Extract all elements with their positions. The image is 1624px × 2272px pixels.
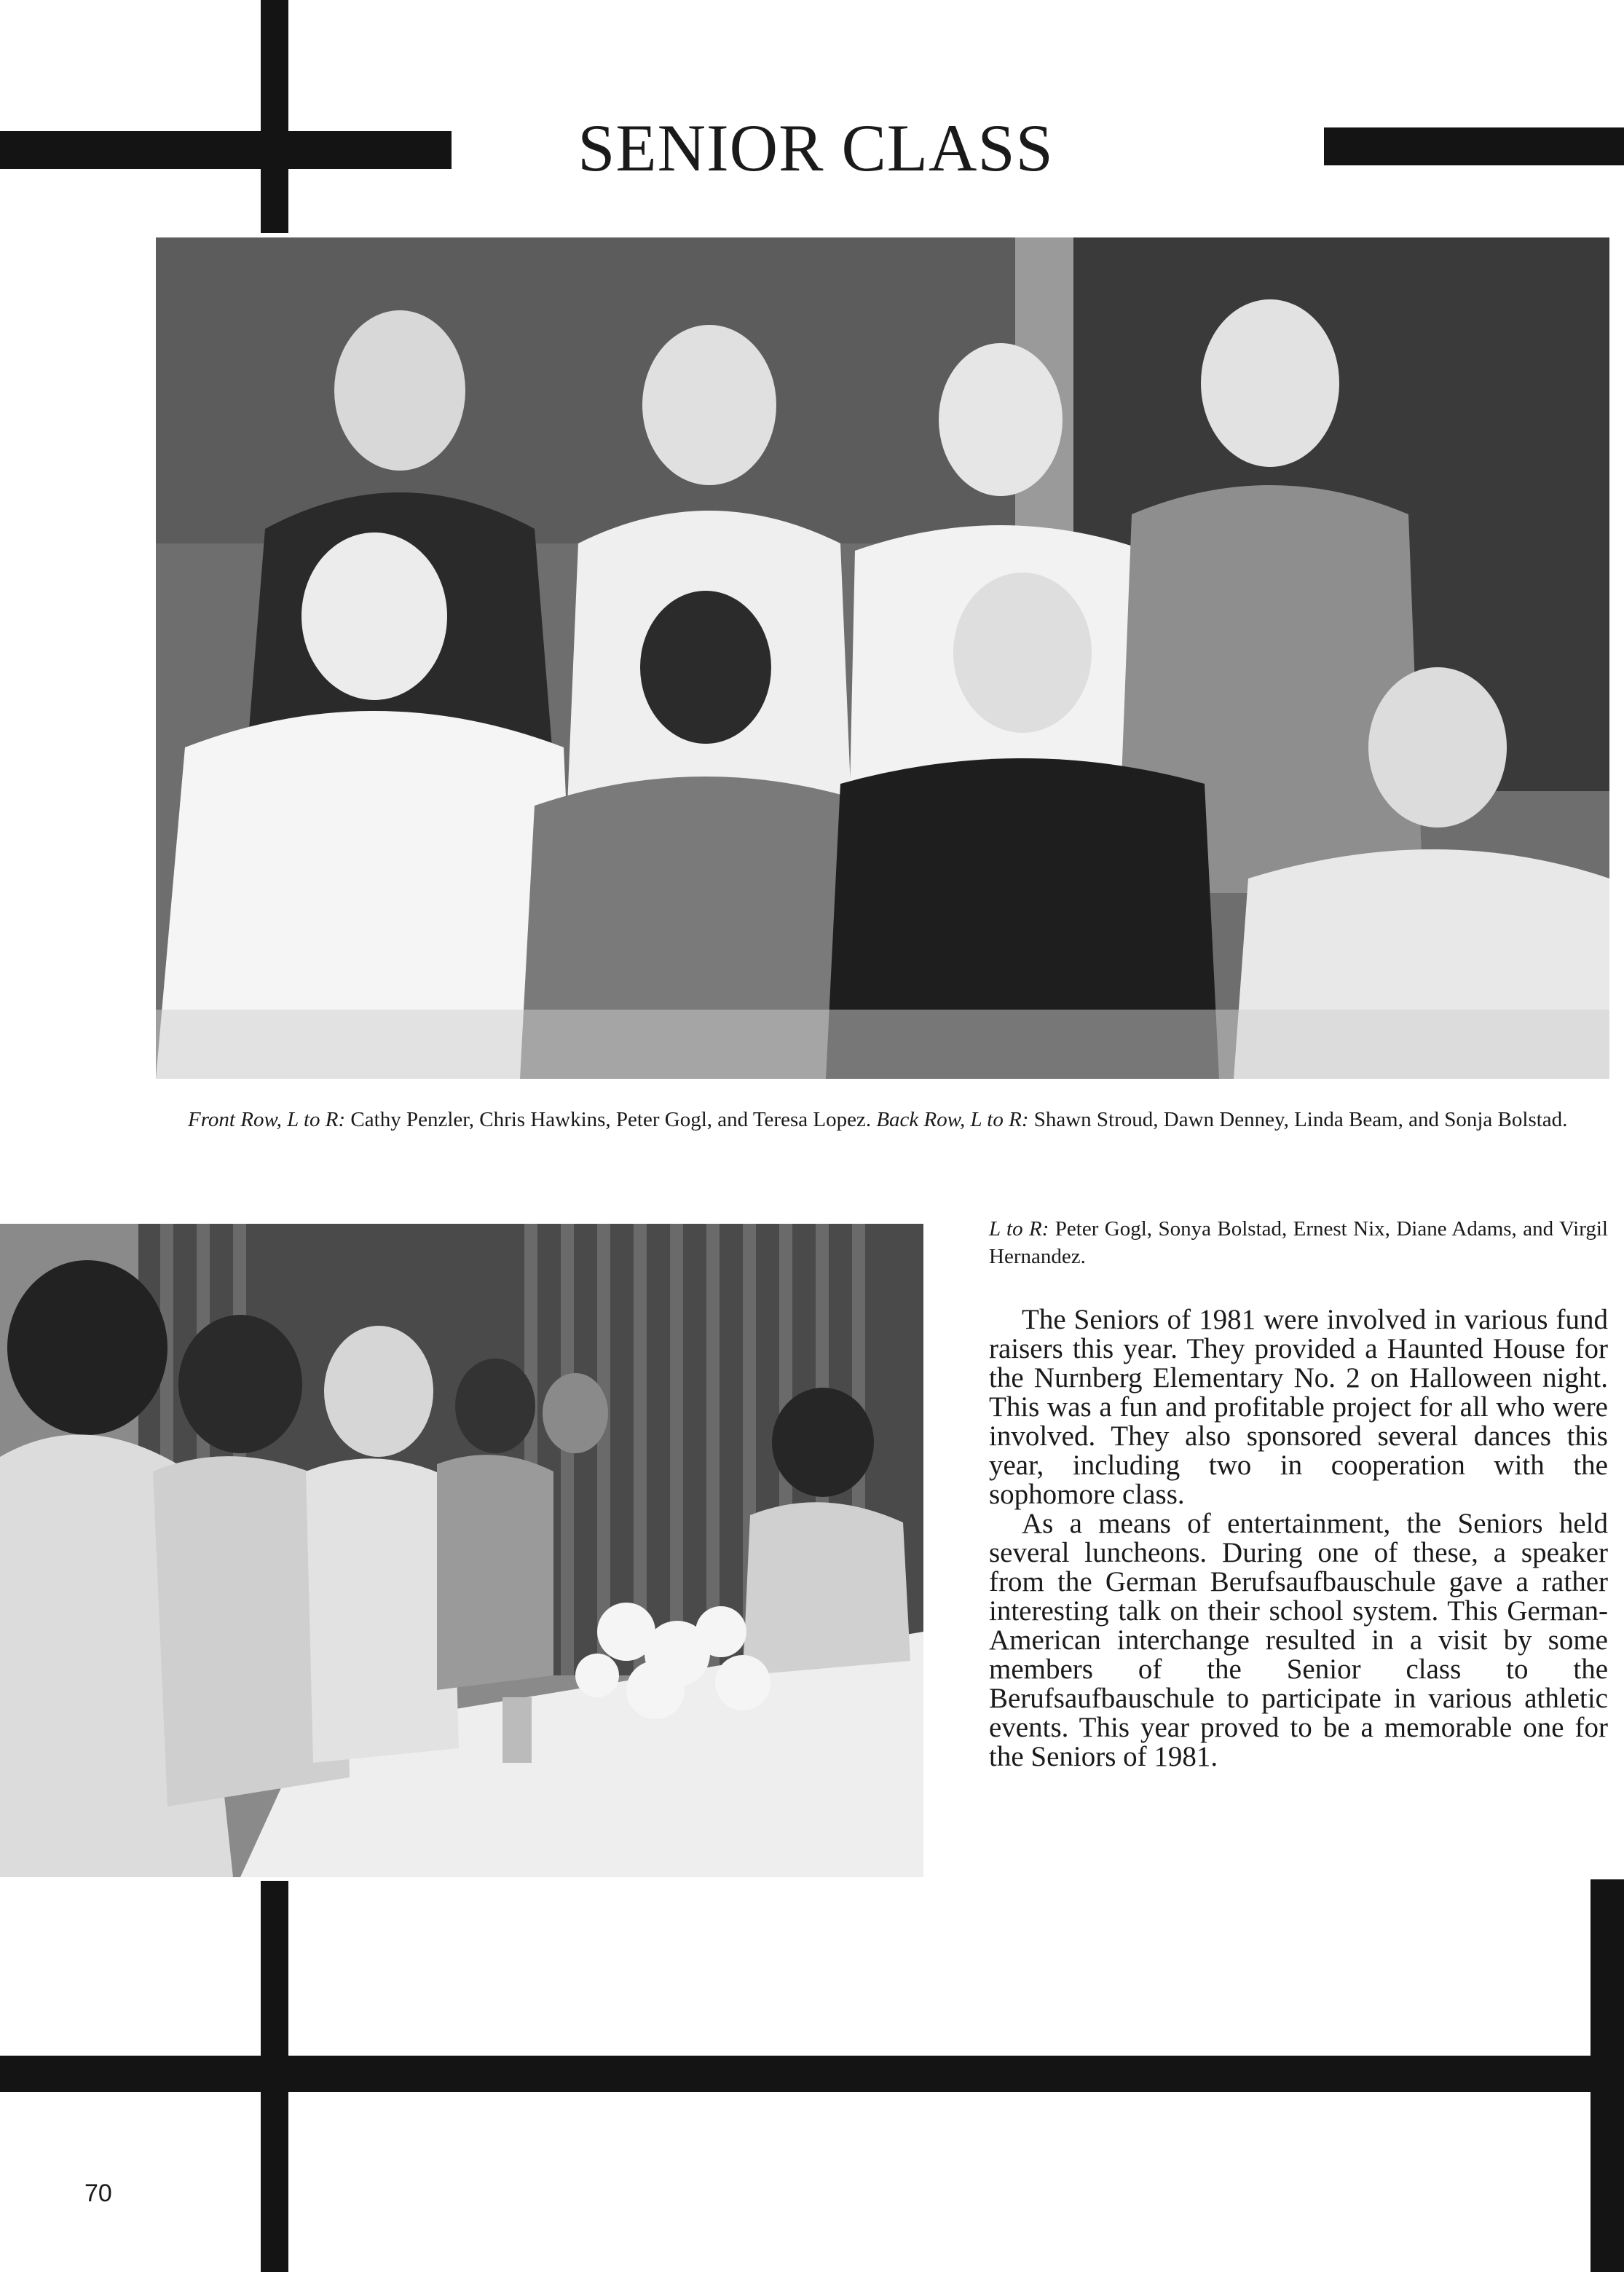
back-row-names: Shawn Stroud, Dawn Denney, Linda Beam, and Sonja Bolstad. xyxy=(1028,1108,1568,1131)
back-row-label: Back Row, L to R: xyxy=(876,1108,1029,1131)
right-vertical-bar-bottom xyxy=(1591,1879,1624,2272)
group-photo-caption xyxy=(188,1106,1607,1133)
luncheon-caption-label: L to R: xyxy=(989,1217,1049,1241)
left-vertical-bar-top xyxy=(261,0,288,233)
article-paragraph-2: As a means of entertainment, the Seniors held several luncheons. During one of these, a speaker from the German Berufsaufbauschule gave a rather interesting talk on their school system. This German-American interchange resulted in a visit by some members of the Senior class to the Berufsaufbauschule to participate in various athletic events. This year proved to be a memorable one for the Seniors of 1981. xyxy=(989,1508,1608,1772)
top-right-horizontal-bar xyxy=(1324,127,1624,165)
senior-class-group-photo xyxy=(156,237,1609,1079)
page-title: SENIOR CLASS xyxy=(578,111,1054,185)
luncheon-photo xyxy=(0,1224,923,1877)
bottom-horizontal-bar xyxy=(0,2056,1624,2092)
article-paragraph-1: The Seniors of 1981 were involved in various fund raisers this year. They provided a Haunted House for the Nurnberg Elementary No. 2 on Halloween night. This was a fun and profitable project for all who were involved. They also sponsored several dances this year, including two in cooperation with the sophomore class. xyxy=(989,1304,1608,1510)
luncheon-photo-caption xyxy=(989,1215,1608,1270)
senior-class-article xyxy=(989,1305,1608,1772)
page-number: 70 xyxy=(84,2179,112,2207)
front-row-names: Cathy Penzler, Chris Hawkins, Peter Gogl, and Teresa Lopez. xyxy=(345,1108,877,1131)
front-row-label: Front Row, L to R: xyxy=(188,1108,346,1131)
top-left-horizontal-bar xyxy=(0,131,452,169)
luncheon-caption-names: Peter Gogl, Sonya Bolstad, Ernest Nix, Diane Adams, and Virgil Hernandez. xyxy=(989,1217,1608,1268)
